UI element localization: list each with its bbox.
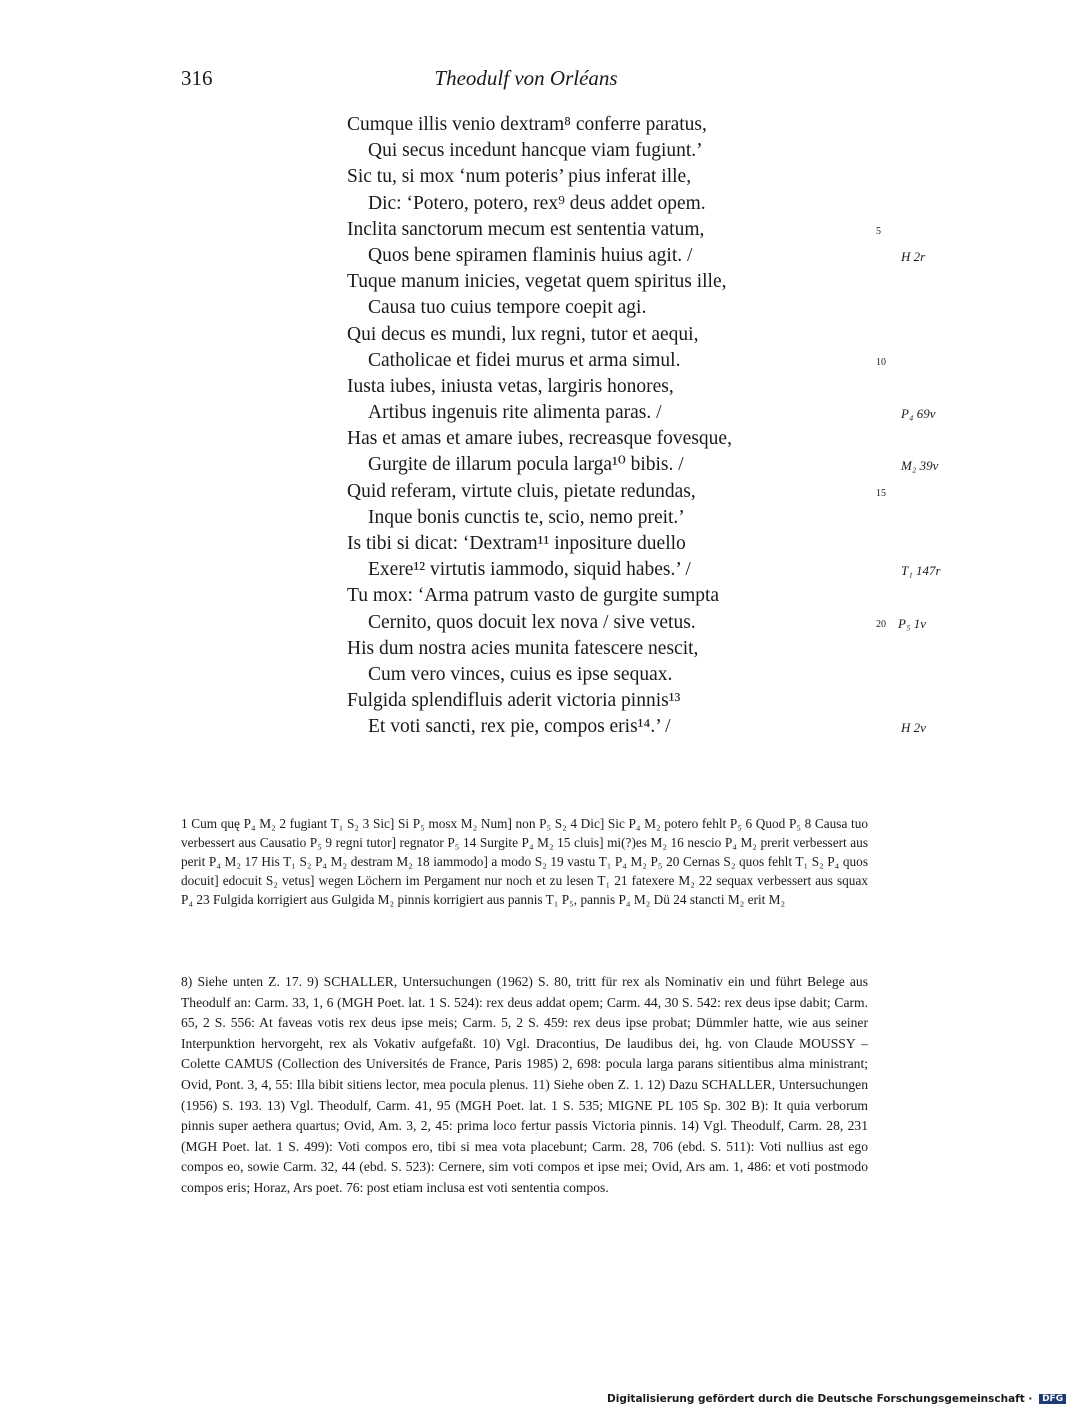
verse-line [0, 400, 1000, 426]
running-title: Theodulf von Orléans [434, 66, 618, 90]
verse-text: Iusta iubes, iniusta vetas, largiris honores, [347, 375, 674, 397]
verse-text: Is tibi si dicat: ‘Dextram¹¹ inpositure duello [347, 533, 686, 554]
verse-text: Artibus ingenuis rite alimenta paras. / [368, 402, 662, 424]
page-header [181, 66, 871, 96]
verse-text: Dic: ‘Potero, potero, rex⁹ deus addet opem. [368, 192, 706, 214]
verse-text: Gurgite de illarum pocula larga¹⁰ bibis. / [368, 454, 684, 476]
dfg-logo: DFG [1039, 1394, 1066, 1404]
verse-line [0, 610, 1000, 636]
dfg-credit [607, 1393, 1066, 1405]
verse-line [0, 191, 1000, 217]
verse-line [0, 374, 1000, 400]
verse-text: Cumque illis venio dextram⁸ conferre paratus, [347, 114, 707, 135]
verse-line [0, 636, 1000, 662]
line-number: 5 [876, 225, 881, 237]
verse-text: Exere¹² virtutis iammodo, siquid habes.’ / [368, 559, 691, 581]
verse-text: His dum nostra acies munita fatescere nescit, [347, 637, 699, 659]
manuscript-siglum: H 2v [901, 720, 926, 736]
verse-line [0, 662, 1000, 688]
manuscript-siglum: T₁ 147r [901, 563, 941, 579]
verse-line [0, 479, 1000, 505]
verse-line [0, 557, 1000, 583]
verse-line [0, 243, 1000, 269]
verse-line [0, 138, 1000, 164]
verse-text: Tu mox: ‘Arma patrum vasto de gurgite sumpta [347, 585, 720, 607]
line-number: 10 [876, 356, 886, 368]
verse-text: Qui decus es mundi, lux regni, tutor et aequi, [347, 323, 699, 345]
line-number: 20 [876, 618, 886, 630]
poem-text [0, 112, 1000, 741]
manuscript-siglum: H 2r [901, 248, 926, 264]
verse-text: Inclita sanctorum mecum est sententia vatum, [347, 218, 705, 240]
verse-line [0, 269, 1000, 295]
verse-text: Cernito, quos docuit lex nova / sive vetus. [368, 611, 696, 633]
verse-text: Sic tu, si mox ‘num poteris’ pius inferat ille, [347, 166, 692, 188]
verse-line [0, 505, 1000, 531]
verse-line [0, 531, 1000, 557]
critical-apparatus: 1 Cum quę P₄ M₂ 2 fugiant T₁ S₂ 3 Sic] Si P₅ mosx M₂ Num] non P₅ S₂ 4 Dic] Sic P₄ M₂ potero fehlt P₅ 6 Quod P₅ 8 Causa tuo verbessert aus Causatio P₅ 9 regni tutor] regnator P₅ 14 Surgite P₄ M₂ 15 cluis] mi(?)es M₂ 16 nescio P₄ M₂ prerit verbessert aus perit P₄ M₂ 17 His T₁ S₂ P₄ M₂ destram M₂ 18 iammodo] a modo S₂ 19 vastu T₁ P₄ M₂ P₅ 20 Cernas S₂ quos fehlt T₁ S₂ P₄ quos docuit] edocuit S₂ vetus] wegen Löchern im Pergament nur noch et zu lesen T₁ 21 fatexere M₂ 22 sequax verbessert aus squax P₄ 23 Fulgida korrigiert aus Gulgida M₂ pinnis korrigiert aus pannis T₁ P₅, pannis P₄ M₂ Dü 24 stancti M₂ erit M₂ [181, 816, 868, 907]
verse-line [0, 452, 1000, 478]
verse-text: Cum vero vinces, cuius es ipse sequax. [368, 663, 673, 685]
manuscript-siglum: P₄ 69v [901, 406, 936, 422]
verse-text: Inque bonis cunctis te, scio, nemo preit.’ [368, 506, 685, 528]
manuscript-siglum: P₅ 1v [898, 615, 926, 631]
verse-text: Causa tuo cuius tempore coepit agi. [368, 297, 647, 319]
verse-line [0, 714, 1000, 740]
verse-text: Catholicae et fidei murus et arma simul. [368, 349, 681, 371]
manuscript-siglum: M₂ 39v [901, 458, 939, 474]
verse-text: Quid referam, virtute cluis, pietate redundas, [347, 480, 696, 502]
verse-line [0, 583, 1000, 609]
verse-line [0, 688, 1000, 714]
verse-text: Et voti sancti, rex pie, compos eris¹⁴.’ / [368, 716, 671, 738]
verse-line [0, 295, 1000, 321]
verse-text: Fulgida splendifluis aderit victoria pinnis¹³ [347, 690, 681, 712]
line-number: 15 [876, 487, 886, 499]
verse-line [0, 164, 1000, 190]
verse-line [0, 322, 1000, 348]
verse-line [0, 348, 1000, 374]
verse-line [0, 426, 1000, 452]
verse-text: Qui secus incedunt hancque viam fugiunt.’ [368, 140, 703, 162]
verse-text: Has et amas et amare iubes, recreasque fovesque, [347, 428, 732, 450]
verse-line [0, 217, 1000, 243]
page-number: 316 [181, 66, 213, 90]
footnotes: 8) Siehe unten Z. 17. 9) SCHALLER, Untersuchungen (1962) S. 80, tritt für rex als Nominativ ein und führt Belege aus Theodulf an: Carm. 33, 1, 6 (MGH Poet. lat. 1 S. 524): rex deus addat opem; Carm. 44, 30 S. 542: rex deus ipse dabit; Carm. 65, 2 S. 556: At faveas votis rex deus ipse meis; Carm. 5, 2 S. 459: rex deus ipse probat; Dümmler hatte, wie aus seiner Interpunktion hervorgeht, rex als Vokativ aufgefaßt. 10) Vgl. Dracontius, De laudibus dei, hg. von Claude MOUSSY – Colette CAMUS (Collection des Universités de France, Paris 1985) 2, 698: pocula larga parans sitientibus alma ministrant; Ovid, Pont. 3, 4, 55: Illa bibit sitiens lector, mea pocula plenus. 11) Siehe oben Z. 1. 12) Dazu SCHALLER, Untersuchungen (1956) S. 193. 13) Vgl. Theodulf, Carm. 41, 95 (MGH Poet. lat. 1 S. 535; MIGNE PL 105 Sp. 302 B): It quia verborum pinnis super aethera quartus; Ovid, Am. 3, 2, 45: prima loco fertur passis Victoria pinnis. 14) Vgl. Theodulf, Carm. 28, 231 (MGH Poet. lat. 1 S. 499): Voti compos ero, tibi si mea vota placebunt; Carm. 28, 706 (ebd. S. 511): Voti nullius ast ego compos eo, sowie Carm. 32, 44 (ebd. S. 523): Cernere, sim voti compos et ipse mei; Ovid, Ars am. 1, 486: et voti postmodo compos eris; Horaz, Ars poet. 76: post etiam inclusa est voti sententia compos. [181, 974, 868, 1195]
dfg-credit-text: Digitalisierung gefördert durch die Deutsche Forschungsgemeinschaft · [607, 1393, 1033, 1405]
verse-text: Quos bene spiramen flaminis huius agit. / [368, 244, 693, 266]
verse-text: Tuque manum inicies, vegetat quem spiritus ille, [347, 271, 727, 293]
verse-line [0, 112, 1000, 138]
